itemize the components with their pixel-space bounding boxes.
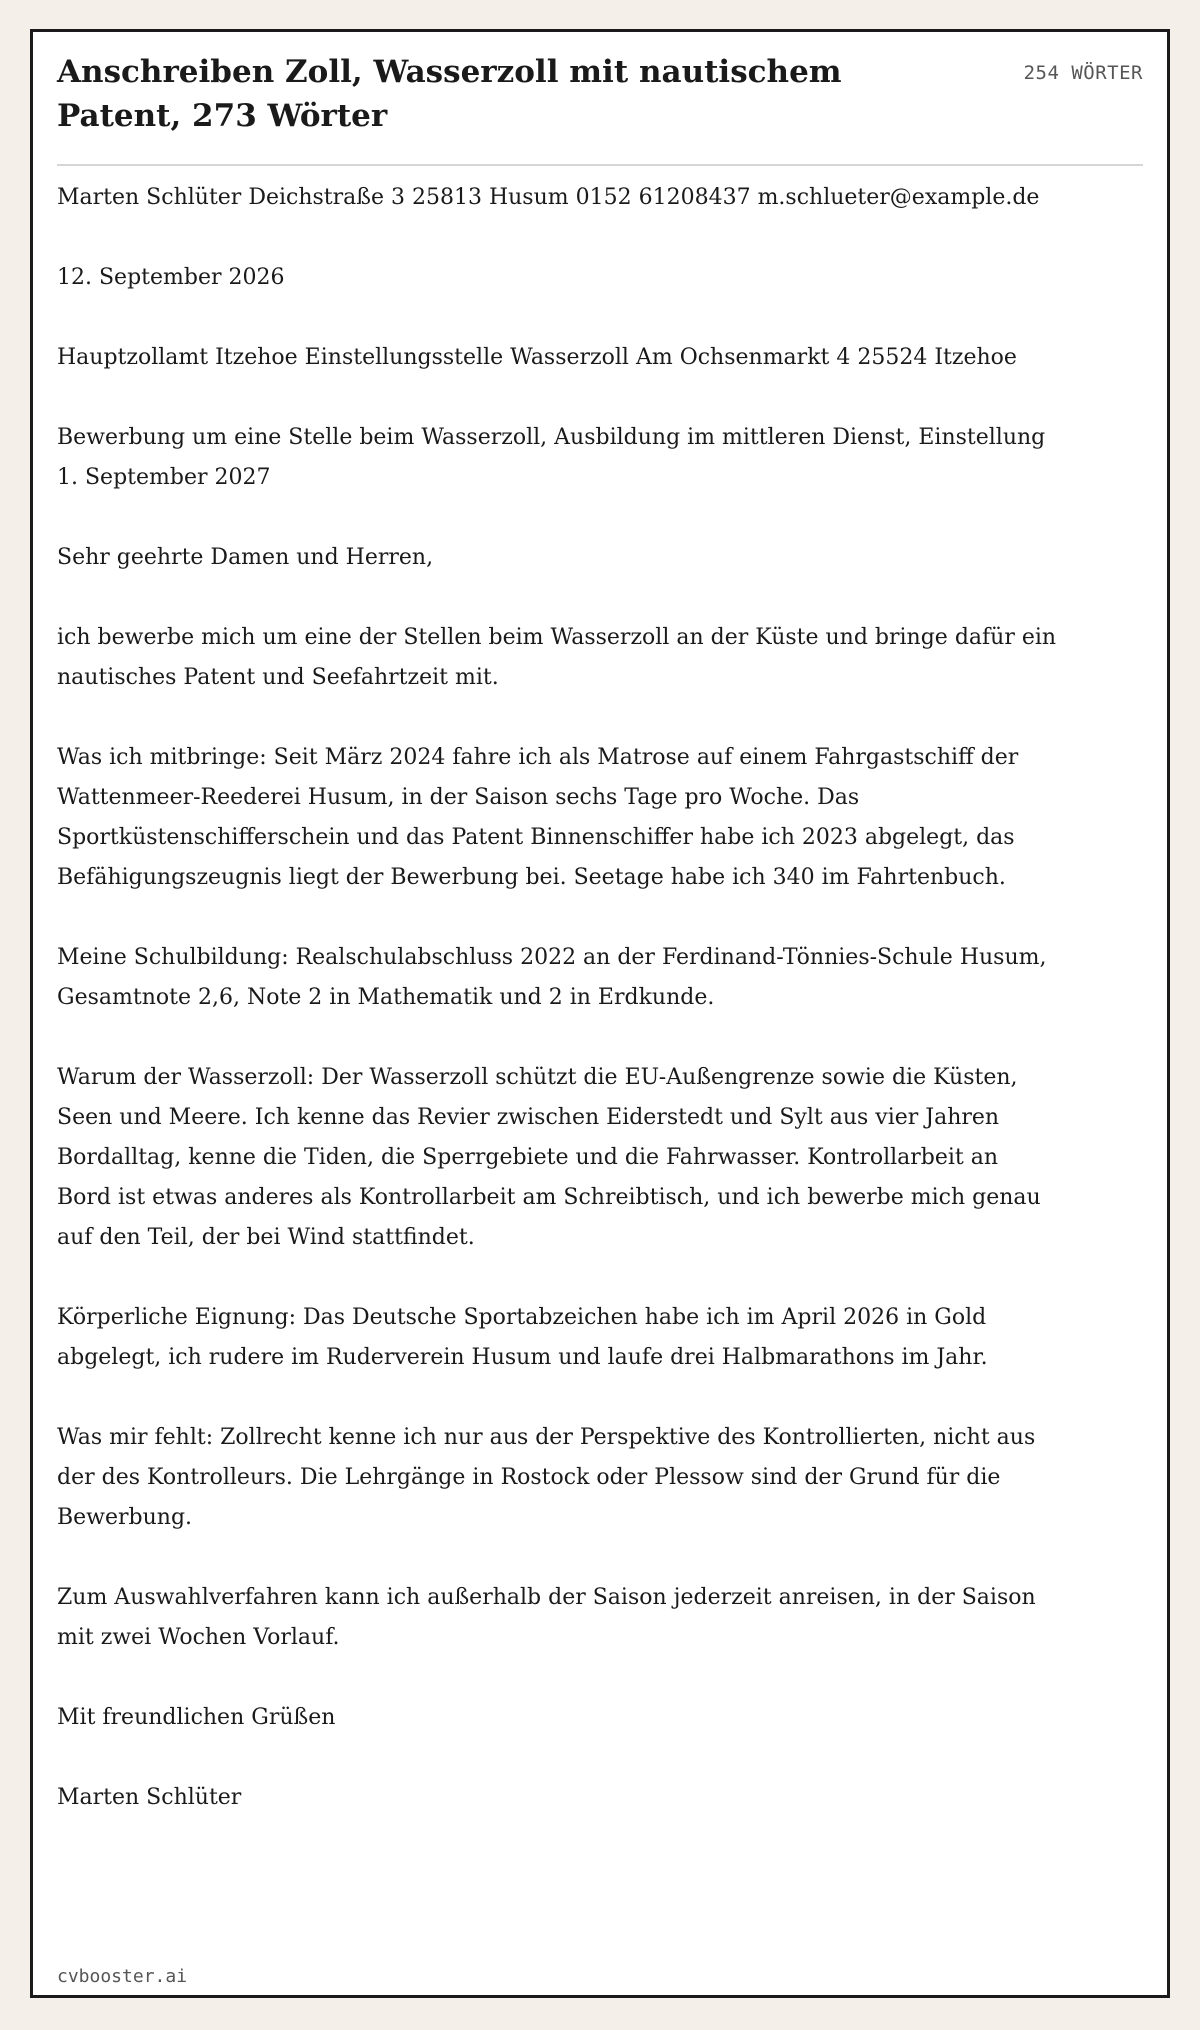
body-paragraph-intro: ich bewerbe mich um eine der Stellen beim Wasserzoll an der Küste und bringe dafür ein nautisches Patent und Seefahrtzeit mit.	[57, 625, 1057, 690]
document-title: Anschreiben Zoll, Wasserzoll mit nautischem Patent, 273 Wörter	[57, 54, 842, 134]
body-paragraph-availability: Zum Auswahlverfahren kann ich außerhalb der Saison jederzeit anreisen, in der Saison mit zwei Wochen Vorlauf.	[57, 1585, 1036, 1650]
body-paragraph-education: Meine Schulbildung: Realschulabschluss 2022 an der Ferdinand-Tönnies-Schule Husum, Gesamtnote 2,6, Note 2 in Mathematik und 2 in Erdkunde.	[57, 945, 1047, 1010]
body-paragraph-fitness: Körperliche Eignung: Das Deutsche Sportabzeichen habe ich im April 2026 in Gold abgelegt, ich rudere im Ruderverein Husum und laufe drei Halbmarathons im Jahr.	[57, 1305, 988, 1370]
brand-footer: cvbooster.ai	[57, 1966, 188, 1987]
sender-block: Marten Schlüter Deichstraße 3 25813 Husum 0152 61208437 m.schlueter@example.de	[57, 185, 1040, 210]
closing-phrase: Mit freundlichen Grüßen	[57, 1705, 336, 1730]
signature-name: Marten Schlüter	[57, 1785, 242, 1810]
body-paragraph-motivation: Warum der Wasserzoll: Der Wasserzoll schützt die EU-Außengrenze sowie die Küsten, Seen und Meere. Ich kenne das Revier zwischen Eiderstedt und Sylt aus vier Jahren Bordalltag, kenne die Tiden, die Sperrgebiete und die Fahrwasser. Kontrollarbeit an Bord ist etwas anderes als Kontrollarbeit am Schreibtisch, und ich bewerbe mich genau auf den Teil, der bei Wind stattfindet.	[57, 1065, 1041, 1250]
body-paragraph-gaps: Was mir fehlt: Zollrecht kenne ich nur aus der Perspektive des Kontrollierten, nicht aus der des Kontrolleurs. Die Lehrgänge in Rostock oder Plessow sind der Grund für die Bewerbung.	[57, 1425, 1036, 1530]
body-paragraph-experience: Was ich mitbringe: Seit März 2024 fahre ich als Matrose auf einem Fahrgastschiff der Wattenmeer-Reederei Husum, in der Saison sechs Tage pro Woche. Das Sportküstenschifferschein und das Patent Binnenschiffer habe ich 2023 abgelegt, das Befähigungszeugnis liegt der Bewerbung bei. Seetage habe ich 340 im Fahrtenbuch.	[57, 745, 1019, 890]
card-header	[57, 50, 1143, 166]
letter-date: 12. September 2026	[57, 265, 285, 290]
cover-letter-card	[30, 29, 1170, 1998]
word-count-label: 254 WÖRTER	[1023, 62, 1143, 84]
subject-line: Bewerbung um eine Stelle beim Wasserzoll, Ausbildung im mittleren Dienst, Einstellung 1. September 2027	[57, 425, 1046, 490]
recipient-block: Hauptzollamt Itzehoe Einstellungsstelle Wasserzoll Am Ochsenmarkt 4 25524 Itzehoe	[57, 345, 1017, 370]
salutation: Sehr geehrte Damen und Herren,	[57, 545, 434, 570]
letter-body	[57, 178, 1143, 1858]
